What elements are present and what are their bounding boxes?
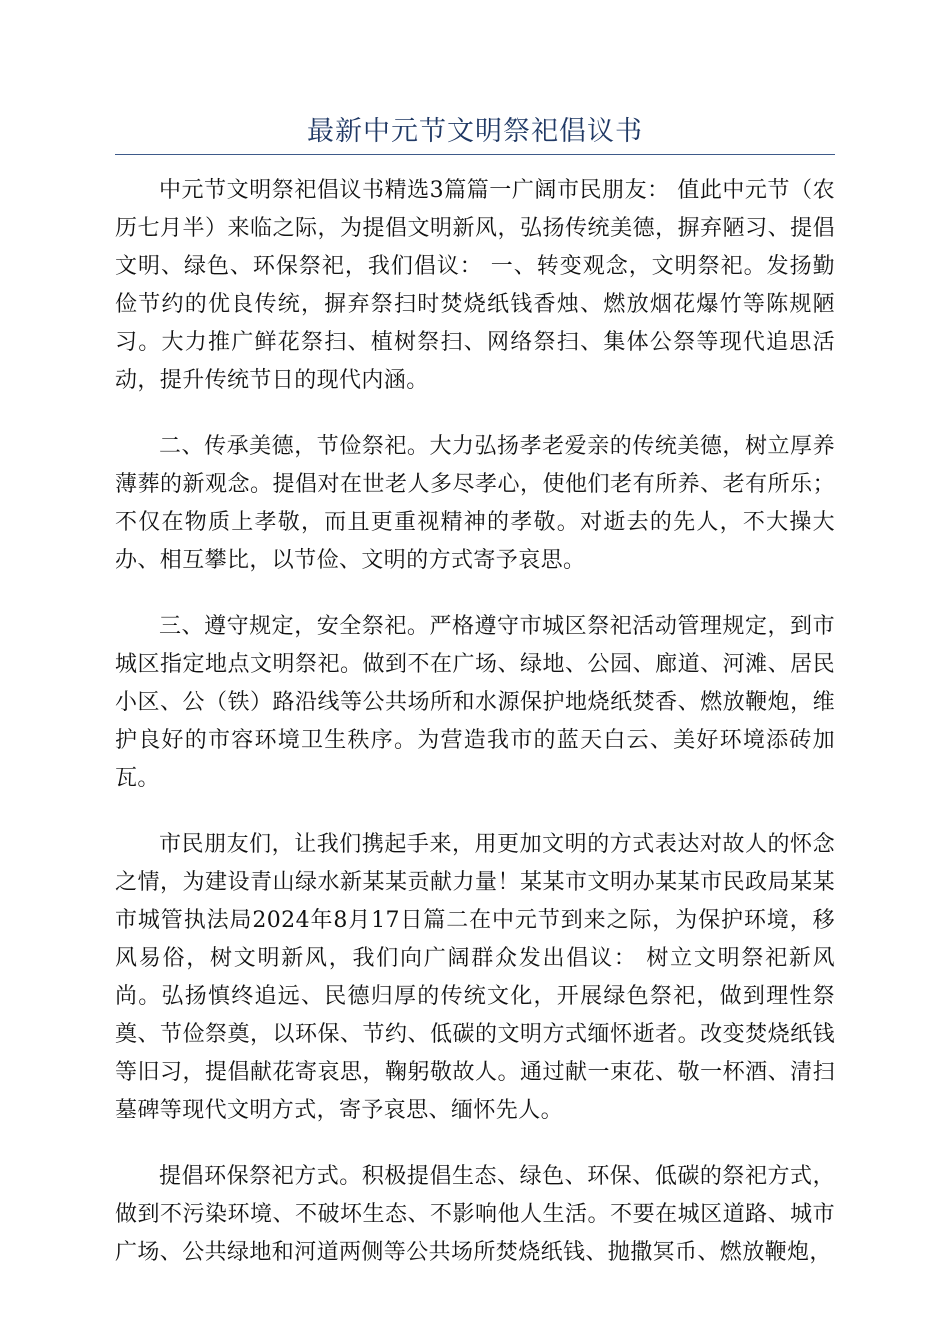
paragraph: 市民朋友们，让我们携起手来，用更加文明的方式表达对故人的怀念之情，为建设青山绿水新某某贡献力量！某某市文明办某某市民政局某某市城管执法局2024年8月17日篇二在中元节到来之际，为保护环境，移风易俗，树文明新风，我们向广阔群众发出倡议： 树立文明祭祀新风尚。弘扬慎终追远、民德归厚的传统文化，开展绿色祭祀，做到理性祭奠、节俭祭奠，以环保、节约、低碳的文明方式缅怀逝者。改变焚烧纸钱等旧习，提倡献花寄哀思，鞠躬敬故人。通过献一束花、敬一杯酒、清扫墓碑等现代文明方式，寄予哀思、缅怀先人。: [115, 832, 835, 1123]
paragraph: 中元节文明祭祀倡议书精选3篇篇一广阔市民朋友： 值此中元节（农历七月半）来临之际，为提倡文明新风，弘扬传统美德，摒弃陋习、提倡文明、绿色、环保祭祀，我们倡议： 一、转变观念，文明祭祀。发扬勤俭节约的优良传统，摒弃祭扫时焚烧纸钱香烛、燃放烟花爆竹等陈规陋习。大力推广鲜花祭扫、植树祭扫、网络祭扫、集体公祭等现代追思活动，提升传统节日的现代内涵。: [115, 178, 835, 393]
paragraph: 二、传承美德，节俭祭祀。大力弘扬孝老爱亲的传统美德，树立厚养薄葬的新观念。提倡对在世老人多尽孝心，使他们老有所养、老有所乐；不仅在物质上孝敬，而且更重视精神的孝敬。对逝去的先人，不大操大办、相互攀比，以节俭、文明的方式寄予哀思。: [115, 434, 835, 573]
paragraph: 三、遵守规定，安全祭祀。严格遵守市城区祭祀活动管理规定，到市城区指定地点文明祭祀。做到不在广场、绿地、公园、廊道、河滩、居民小区、公（铁）路沿线等公共场所和水源保护地烧纸焚香、燃放鞭炮，维护良好的市容环境卫生秩序。为营造我市的蓝天白云、美好环境添砖加瓦。: [115, 614, 835, 791]
document-title: 最新中元节文明祭祀倡议书: [307, 116, 643, 147]
title-underline: [115, 154, 835, 155]
document-body: [115, 172, 835, 1300]
paragraph: 提倡环保祭祀方式。积极提倡生态、绿色、环保、低碳的祭祀方式，做到不污染环境、不破坏生态、不影响他人生活。不要在城区道路、城市广场、公共绿地和河道两侧等公共场所焚烧纸钱、抛撒冥币、燃放鞭炮，: [115, 1164, 835, 1265]
